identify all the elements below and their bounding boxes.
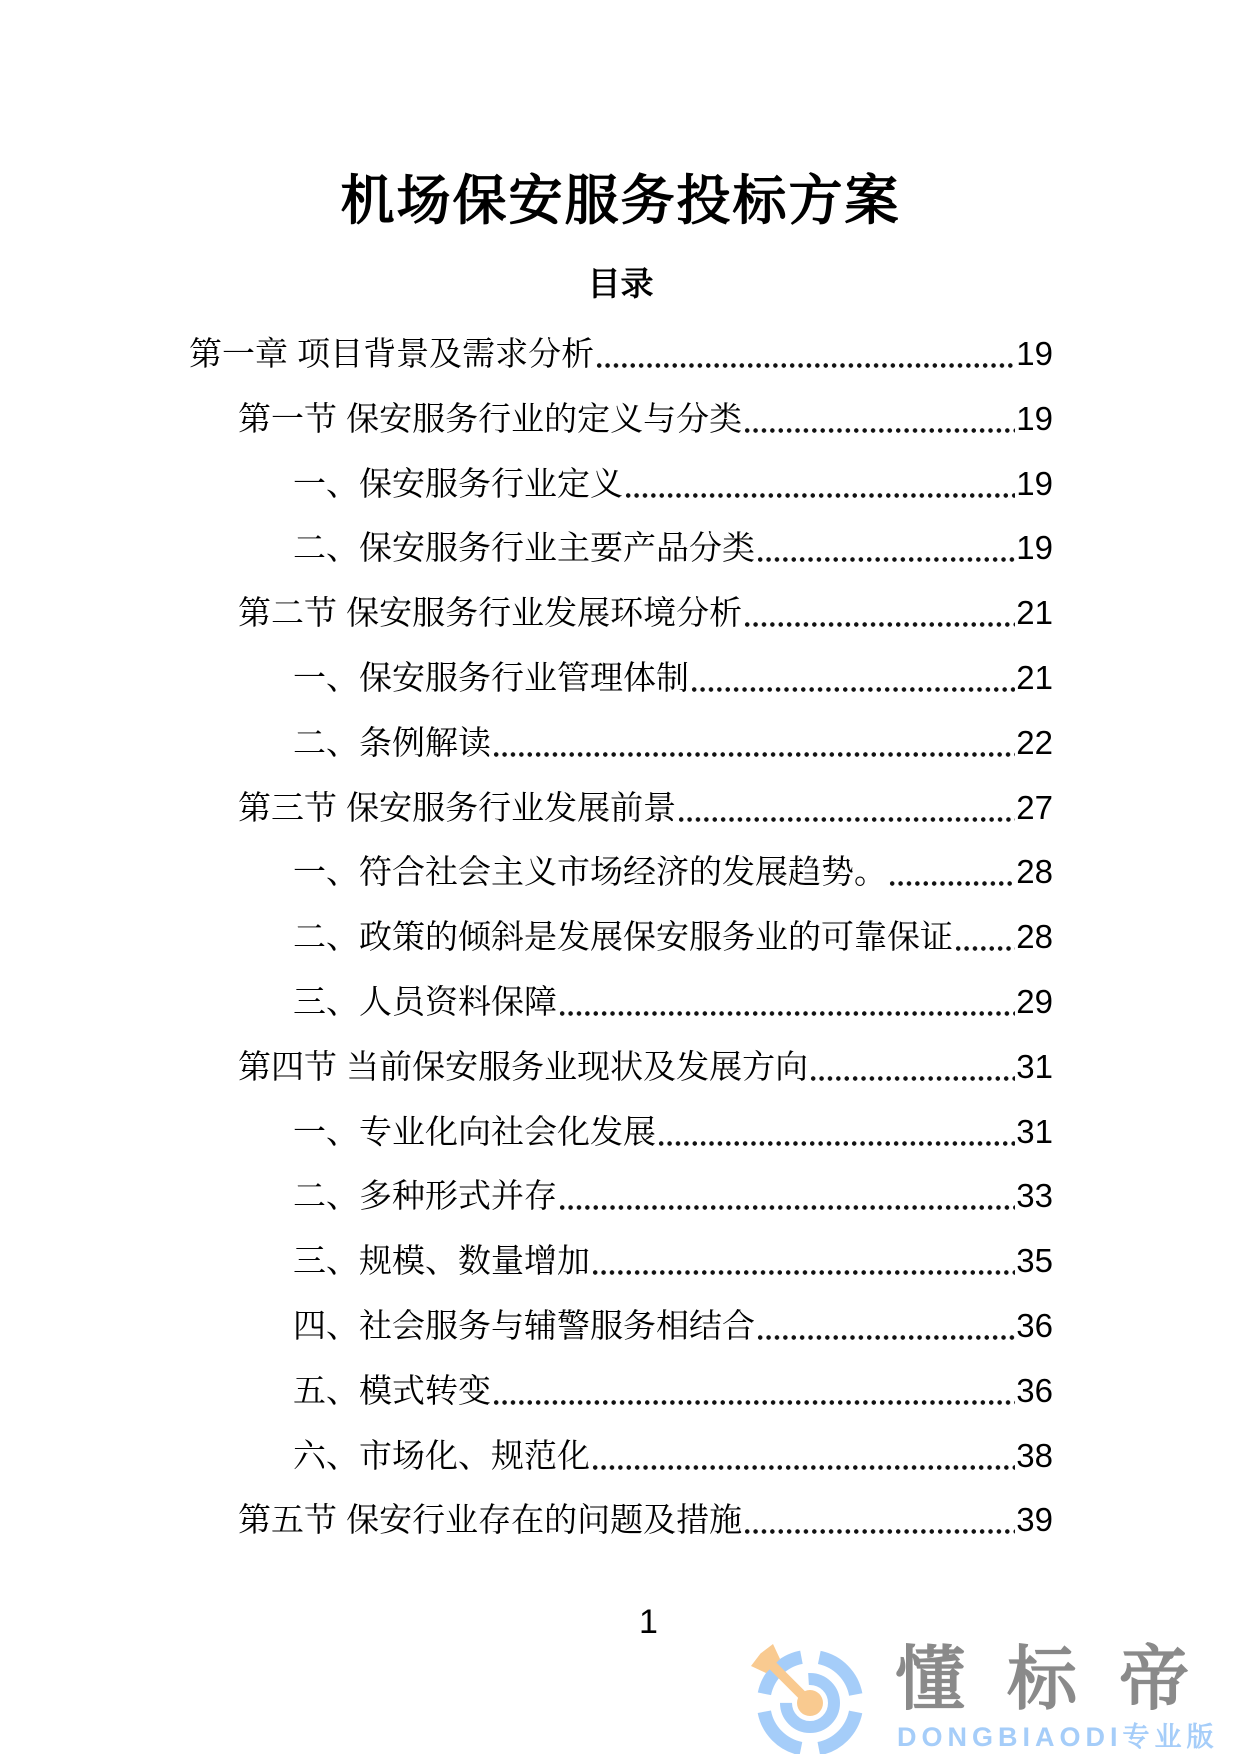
toc-entry-label: 一、保安服务行业定义	[293, 464, 623, 502]
toc-entry-label: 二、条例解读	[293, 723, 491, 761]
toc-entry[interactable]	[189, 1359, 1053, 1424]
toc-leader-dots	[558, 970, 1015, 1035]
toc-entry-page: 38	[1016, 1436, 1053, 1474]
toc-entry-label: 三、人员资料保障	[293, 982, 557, 1020]
toc-leader-dots	[558, 1164, 1015, 1229]
toc-entry-label: 第一节 保安服务行业的定义与分类	[238, 399, 743, 437]
toc-entry[interactable]	[189, 1164, 1053, 1229]
toc-entry[interactable]	[189, 1424, 1053, 1489]
toc-entry-label: 第五节 保安行业存在的问题及措施	[238, 1501, 743, 1539]
toc-entry[interactable]	[189, 322, 1053, 387]
toc-entry[interactable]	[189, 840, 1053, 905]
toc-leader-dots	[677, 776, 1015, 841]
toc-leader-dots	[756, 516, 1015, 581]
toc-leader-dots	[809, 1035, 1015, 1100]
toc-entry-label: 三、规模、数量增加	[293, 1242, 590, 1280]
toc-leader-dots	[954, 905, 1015, 970]
toc-leader-dots	[743, 1488, 1015, 1553]
brand-name-en: DONGBIAODI专业版	[897, 1722, 1219, 1752]
toc-entry[interactable]	[189, 970, 1053, 1035]
toc-entry-page: 36	[1016, 1371, 1053, 1409]
toc-entry-page: 31	[1016, 1047, 1053, 1085]
toc-leader-dots	[492, 711, 1015, 776]
toc-entry[interactable]	[189, 776, 1053, 841]
toc-entry-label: 第一章 项目背景及需求分析	[189, 335, 595, 372]
toc-entry[interactable]	[189, 1294, 1053, 1359]
toc-entry-label: 一、保安服务行业管理体制	[293, 658, 689, 696]
toc-entry-label: 五、模式转变	[293, 1371, 491, 1409]
toc-entry-label: 第三节 保安服务行业发展前景	[238, 788, 677, 826]
toc-entry[interactable]	[189, 1229, 1053, 1294]
toc-entry-label: 二、保安服务行业主要产品分类	[293, 529, 755, 567]
toc-entry-page: 19	[1016, 399, 1053, 437]
toc-entry-label: 第二节 保安服务行业发展环境分析	[238, 594, 743, 632]
toc-entry[interactable]	[189, 581, 1053, 646]
toc-leader-dots	[888, 840, 1015, 905]
toc-entry[interactable]	[189, 1100, 1053, 1165]
page-number: 1	[639, 1603, 658, 1641]
toc-entry-page: 19	[1016, 464, 1053, 502]
toc-entry-page: 21	[1016, 594, 1053, 632]
toc-entry-page: 33	[1016, 1177, 1053, 1215]
toc-entry-page: 21	[1016, 658, 1053, 696]
brand-name-cn: 懂标帝	[895, 1640, 1231, 1718]
toc-entry-page: 19	[1016, 335, 1053, 372]
toc-entry[interactable]	[189, 1488, 1053, 1553]
toc-leader-dots	[743, 387, 1015, 452]
watermark-logo	[745, 1638, 1241, 1754]
toc-entry-page: 19	[1016, 529, 1053, 567]
toc-leader-dots	[492, 1359, 1015, 1424]
toc-entry-label: 二、政策的倾斜是发展保安服务业的可靠保证	[293, 918, 953, 956]
toc-entry[interactable]	[189, 646, 1053, 711]
toc-entry-page: 39	[1016, 1501, 1053, 1539]
toc-leader-dots	[591, 1229, 1015, 1294]
toc-entry[interactable]	[189, 905, 1053, 970]
target-arrow-icon	[751, 1644, 869, 1754]
toc-list	[189, 322, 1053, 1553]
toc-entry-page: 36	[1016, 1306, 1053, 1344]
toc-leader-dots	[756, 1294, 1015, 1359]
toc-entry[interactable]	[189, 516, 1053, 581]
toc-leader-dots	[624, 452, 1015, 517]
toc-leader-dots	[657, 1100, 1015, 1165]
toc-entry-label: 一、符合社会主义市场经济的发展趋势。	[293, 853, 887, 891]
toc-entry-page: 28	[1016, 918, 1053, 956]
toc-leader-dots	[690, 646, 1015, 711]
toc-entry-page: 35	[1016, 1242, 1053, 1280]
toc-heading: 目录	[587, 265, 654, 302]
toc-entry-label: 四、社会服务与辅警服务相结合	[293, 1306, 755, 1344]
toc-entry-page: 27	[1016, 788, 1053, 826]
toc-entry-label: 一、专业化向社会化发展	[293, 1112, 656, 1150]
toc-leader-dots	[595, 322, 1015, 387]
toc-entry[interactable]	[189, 452, 1053, 517]
toc-entry-label: 六、市场化、规范化	[293, 1436, 590, 1474]
toc-leader-dots	[743, 581, 1015, 646]
toc-leader-dots	[591, 1424, 1015, 1489]
toc-entry-label: 二、多种形式并存	[293, 1177, 557, 1215]
toc-entry-page: 28	[1016, 853, 1053, 891]
document-title: 机场保安服务投标方案	[340, 171, 901, 231]
toc-entry[interactable]	[189, 711, 1053, 776]
toc-entry-page: 29	[1016, 982, 1053, 1020]
toc-entry-label: 第四节 当前保安服务业现状及发展方向	[238, 1047, 809, 1085]
toc-entry[interactable]	[189, 1035, 1053, 1100]
toc-entry-page: 22	[1016, 723, 1053, 761]
toc-entry-page: 31	[1016, 1112, 1053, 1150]
toc-entry[interactable]	[189, 387, 1053, 452]
